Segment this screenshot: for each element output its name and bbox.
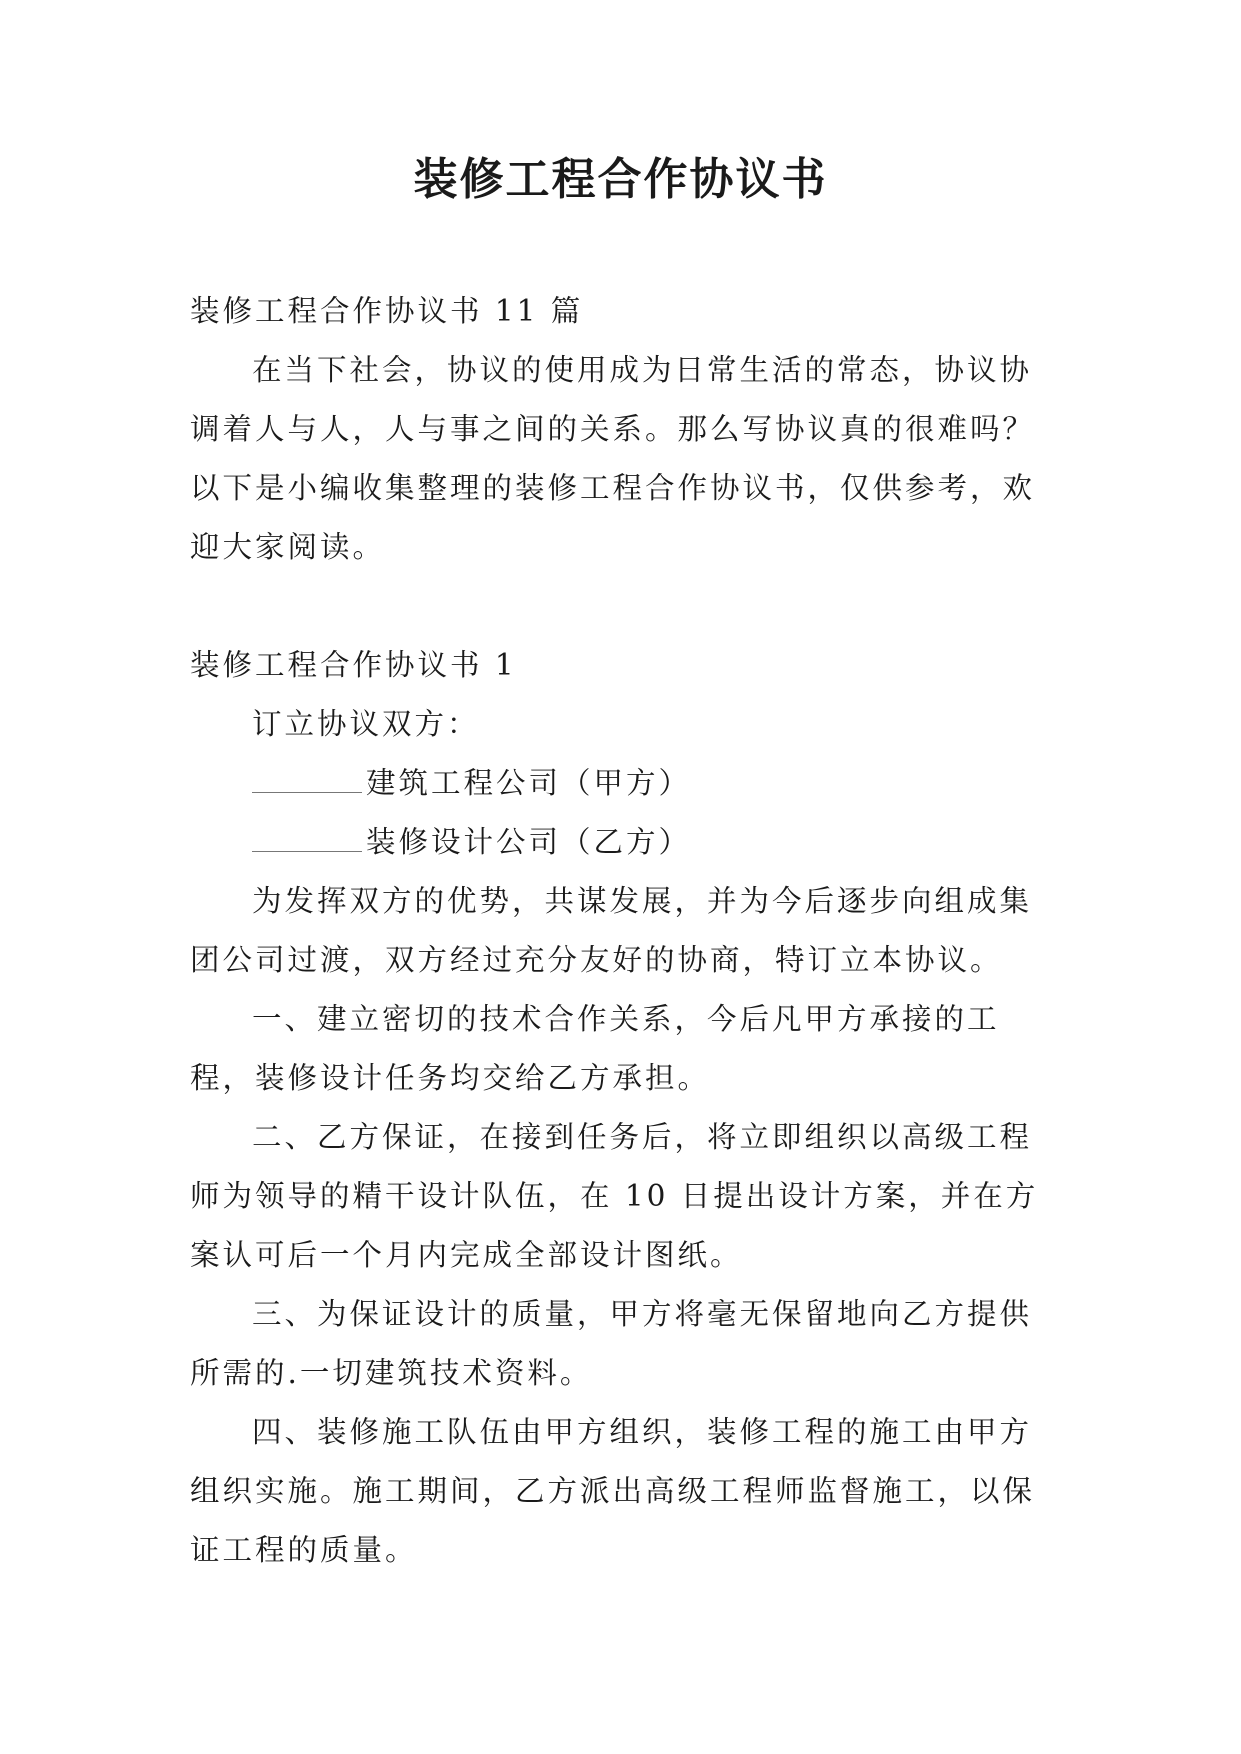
sub-heading: 装修工程合作协议书 1	[190, 648, 517, 682]
paragraph-clause-4: 四、装修施工队伍由甲方组织，装修工程的施工由甲方组织实施。施工期间，乙方派出高级工程师监督施工，以保证工程的质量。	[190, 1415, 1036, 1567]
party-b-line	[190, 813, 1052, 872]
party-b-text: 装修设计公司（乙方）	[365, 825, 691, 859]
section-heading: 装修工程合作协议书 11 篇	[190, 294, 584, 328]
document-body	[190, 282, 1052, 1580]
paragraph-clause-3: 三、为保证设计的质量，甲方将毫无保留地向乙方提供所需的.一切建筑技术资料。	[190, 1297, 1032, 1390]
parties-label: 订立协议双方：	[251, 707, 480, 741]
paragraph-clause-2: 二、乙方保证，在接到任务后，将立即组织以高级工程师为领导的精干设计队伍，在 10 日提出设计方案，并在方案认可后一个月内完成全部设计图纸。	[190, 1120, 1039, 1272]
document-title: 装修工程合作协议书	[413, 154, 828, 205]
paragraph-purpose: 为发挥双方的优势，共谋发展，并为今后逐步向组成集团公司过渡，双方经过充分友好的协商，特订立本协议。	[190, 884, 1032, 977]
paragraph-clause-1: 一、建立密切的技术合作关系，今后凡甲方承接的工程，装修设计任务均交给乙方承担。	[190, 1002, 1000, 1095]
party-a-blank	[252, 764, 362, 793]
party-a-line	[190, 754, 1052, 813]
party-a-text: 建筑工程公司（甲方）	[365, 766, 691, 800]
intro-paragraph: 在当下社会，协议的使用成为日常生活的常态，协议协调着人与人，人与事之间的关系。那么写协议真的很难吗？以下是小编收集整理的装修工程合作协议书，仅供参考，欢迎大家阅读。	[190, 353, 1036, 564]
party-b-blank	[252, 823, 362, 852]
